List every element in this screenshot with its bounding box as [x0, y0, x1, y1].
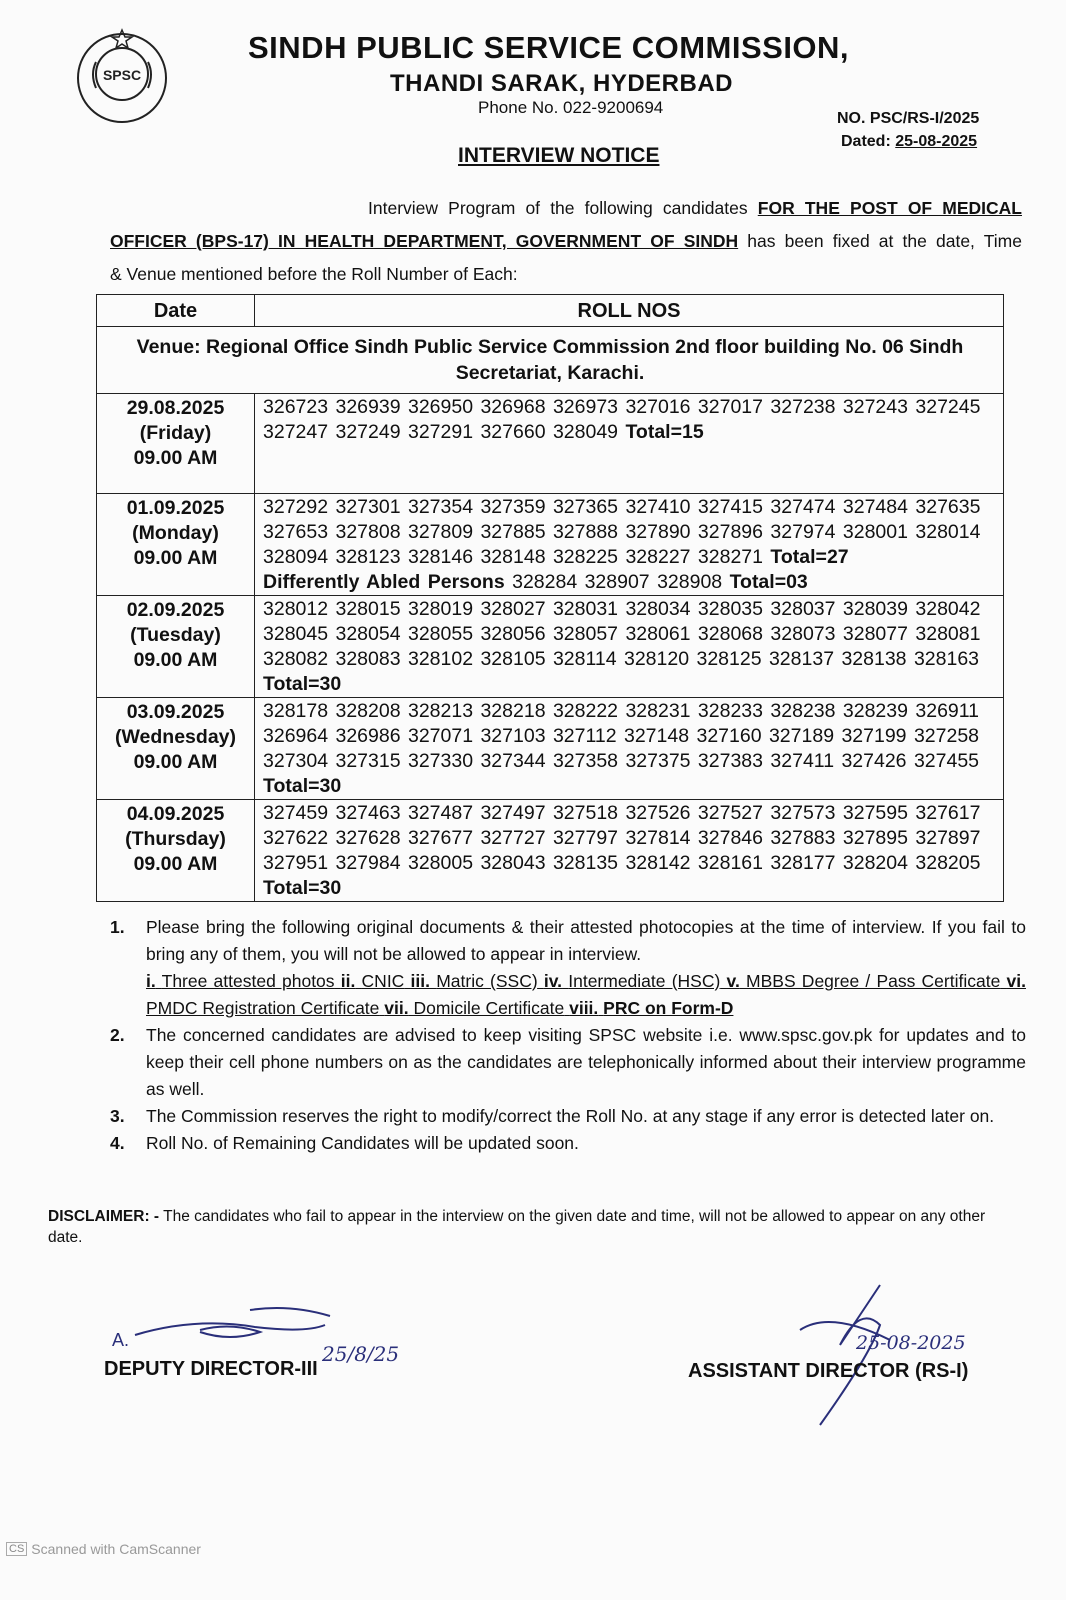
roll-numbers-cell: 327459 327463 327487 327497 327518 327526 327527 327573 327595 327617 327622 327628 327677 327727 327797 327814 327846 327883 327895 327897 327951 327984 328005 328043 328135 328142 328161 328177 328204 328205 Total=30	[255, 800, 1004, 902]
disclaimer: DISCLAIMER: - The candidates who fail to appear in the interview on the given date and time, will not be allowed to appear on any other date.	[48, 1208, 986, 1246]
list-item: 3. The Commission reserves the right to modify/correct the Roll No. at any stage if any error is detected later on.	[110, 1106, 995, 1126]
date-cell: 04.09.2025 (Thursday) 09.00 AM	[97, 800, 255, 902]
list-item: 2. The concerned candidates are advised to keep visiting SPSC website i.e. www.spsc.gov.pk for updates and to keep their cell phone numbers on as the candidates are telephonically informed about their interview programme as well.	[110, 1025, 1026, 1099]
column-header-roll-nos: ROLL NOS	[255, 295, 1004, 327]
assistant-director-signature-title: ASSISTANT DIRECTOR (RS-I)	[688, 1360, 969, 1382]
spsc-logo	[70, 22, 174, 126]
phone-number: Phone No. 022-9200694	[478, 98, 664, 117]
svg-text:SPSC: SPSC	[102, 67, 142, 83]
schedule-row	[97, 494, 1004, 596]
roll-numbers-cell: 328178 328208 328213 328218 328222 328231 328233 328238 328239 326911 326964 326986 327071 327103 327112 327148 327160 327189 327199 327258 327304 327315 327330 327344 327358 327375 327383 327411 327426 327455 Total=30	[255, 698, 1004, 800]
organization-name: SINDH PUBLIC SERVICE COMMISSION,	[248, 30, 850, 65]
signature-initial: A.	[112, 1330, 130, 1350]
deputy-director-signature-title: DEPUTY DIRECTOR-III	[104, 1358, 318, 1380]
date-cell: 02.09.2025 (Tuesday) 09.00 AM	[97, 596, 255, 698]
venue-row: Venue: Regional Office Sindh Public Service Commission 2nd floor building No. 06 Sindh Secretariat, Karachi.	[97, 327, 1004, 394]
list-item: 1. Please bring the following original documents & their attested photocopies at the time of interview. If you fail to bring any of them, you will not be allowed to appear in interview. i. Three attested photos ii. CNIC iii. Matric (SSC) iv. Intermediate (HSC) v. MBBS Degree / Pass Certificate vi. PMDC Registration Certificate vii. Domicile Certificate viii. PRC on Form-D	[110, 917, 1026, 1018]
date-cell: 03.09.2025 (Wednesday) 09.00 AM	[97, 698, 255, 800]
date-cell: 29.08.2025 (Friday) 09.00 AM	[97, 394, 255, 494]
interview-schedule-table	[96, 294, 1004, 902]
instructions-list	[110, 914, 1026, 1157]
camscanner-icon: CS	[6, 1542, 27, 1556]
roll-numbers-cell: 327292 327301 327354 327359 327365 327410 327415 327474 327484 327635 327653 327808 327809 327885 327888 327890 327896 327974 328001 328014 328094 328123 328146 328148 328225 328227 328271 Total=27 Differently Abled Persons 328284 328907 328908 Total=03	[255, 494, 1004, 596]
notice-title: INTERVIEW NOTICE	[458, 144, 660, 167]
schedule-row	[97, 394, 1004, 494]
organization-address: THANDI SARAK, HYDERBAD	[390, 70, 734, 97]
roll-numbers-cell: 326723 326939 326950 326968 326973 327016 327017 327238 327243 327245 327247 327249 327291 327660 328049 Total=15	[255, 394, 1004, 494]
right-signature-date: 25-08-2025	[856, 1332, 966, 1354]
list-item: 4. Roll No. of Remaining Candidates will be updated soon.	[110, 1133, 579, 1153]
schedule-row	[97, 698, 1004, 800]
required-documents: i. Three attested photos ii. CNIC iii. Matric (SSC) iv. Intermediate (HSC) v. MBBS Degree / Pass Certificate vi. PMDC Registration Certificate vii. Domicile Certificate viii. PRC on Form-D	[146, 971, 1026, 1018]
left-signature-date: 25/8/25	[322, 1342, 400, 1366]
intro-paragraph: Interview Program of the following candidates FOR THE POST OF MEDICAL OFFICER (BPS-17) IN HEALTH DEPARTMENT, GOVERNMENT OF SINDH has been fixed at the date, Time & Venue mentioned before the Roll Number of Each:	[110, 198, 1022, 284]
column-header-date: Date	[97, 295, 255, 327]
notice-date: Dated: 25-08-2025	[841, 133, 978, 150]
schedule-row	[97, 596, 1004, 698]
date-cell: 01.09.2025 (Monday) 09.00 AM	[97, 494, 255, 596]
camscanner-watermark: CS Scanned with CamScanner	[6, 1541, 201, 1557]
reference-number: NO. PSC/RS-I/2025	[837, 110, 980, 127]
schedule-row	[97, 800, 1004, 902]
roll-numbers-cell: 328012 328015 328019 328027 328031 328034 328035 328037 328039 328042 328045 328054 328055 328056 328057 328061 328068 328073 328077 328081 328082 328083 328102 328105 328114 328120 328125 328137 328138 328163 Total=30	[255, 596, 1004, 698]
